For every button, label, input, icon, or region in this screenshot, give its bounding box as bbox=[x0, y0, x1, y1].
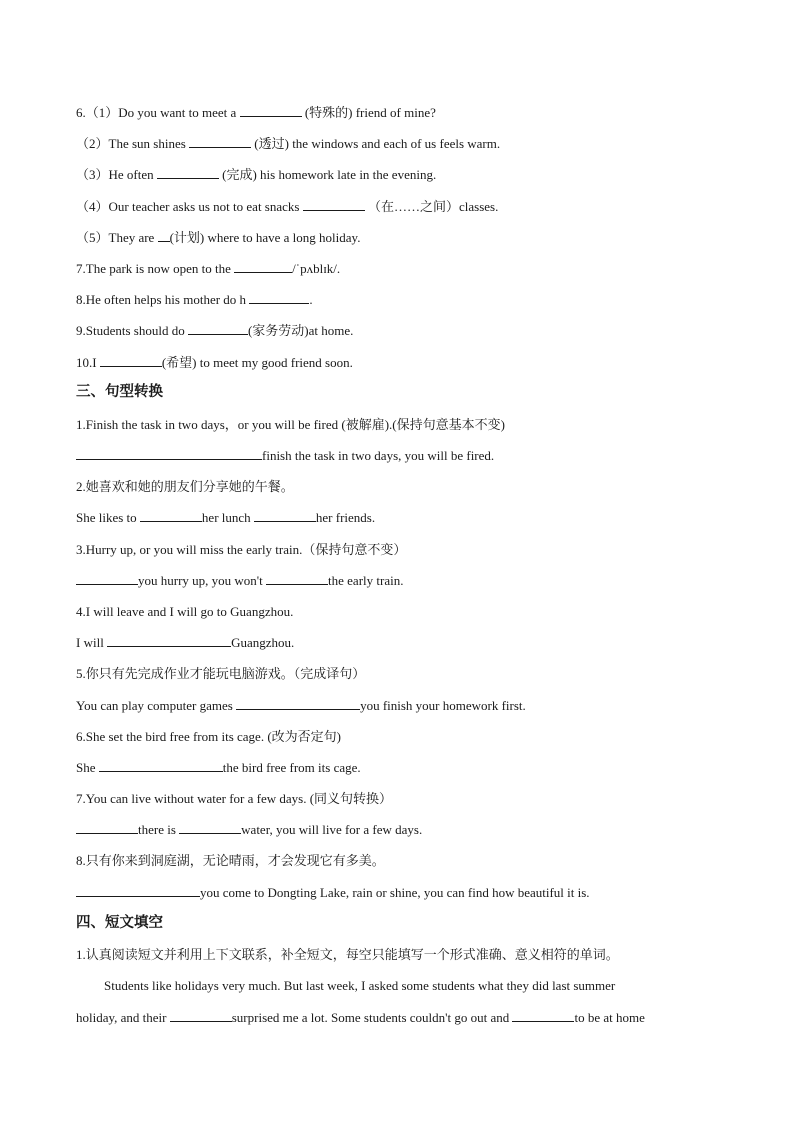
answer-blank[interactable] bbox=[140, 509, 202, 522]
answer-blank[interactable] bbox=[266, 572, 328, 585]
question-3-6-answer bbox=[76, 759, 361, 777]
question-text: (希望) to meet my good friend soon. bbox=[161, 355, 353, 370]
answer-blank[interactable] bbox=[234, 260, 292, 273]
question-text: You can play computer games bbox=[76, 698, 237, 713]
question-3-1-prompt: 1.Finish the task in two days，or you will be fired (被解雇).(保持句意基本不变) bbox=[76, 417, 505, 432]
question-3-2-prompt: 2.她喜欢和她的朋友们分享她的午餐。 bbox=[76, 479, 294, 494]
passage-line: Students like holidays very much. But last week, I asked some students what they did last summer bbox=[104, 978, 616, 993]
question-3-3-answer bbox=[76, 572, 403, 590]
question-text: /ˈpʌblɪk/. bbox=[292, 261, 341, 276]
question-text: 10.I bbox=[76, 355, 100, 370]
question-6-1 bbox=[76, 104, 436, 122]
answer-blank[interactable] bbox=[179, 821, 241, 834]
question-text: Guangzhou. bbox=[231, 635, 295, 650]
question-text: you hurry up, you won't bbox=[138, 573, 267, 588]
answer-blank[interactable] bbox=[76, 572, 138, 585]
question-3-2-answer bbox=[76, 509, 375, 527]
answer-blank[interactable] bbox=[170, 1009, 232, 1022]
question-text: finish the task in two days, you will be fired. bbox=[262, 448, 495, 463]
question-text: （4）Our teacher asks us not to eat snacks bbox=[76, 199, 303, 214]
question-text: the early train. bbox=[328, 573, 404, 588]
question-text: （2）The sun shines bbox=[76, 136, 190, 151]
question-text: the bird free from its cage. bbox=[222, 760, 361, 775]
question-text: 9.Students should do bbox=[76, 323, 188, 338]
answer-blank[interactable] bbox=[249, 291, 309, 304]
answer-blank[interactable] bbox=[240, 104, 302, 117]
question-text: （3）He often bbox=[76, 167, 157, 182]
answer-blank[interactable] bbox=[188, 322, 248, 335]
question-text: She likes to bbox=[76, 510, 140, 525]
question-text: She bbox=[76, 760, 99, 775]
answer-blank[interactable] bbox=[158, 229, 170, 242]
answer-blank[interactable] bbox=[189, 135, 251, 148]
question-text: holiday, and their bbox=[76, 1010, 170, 1025]
question-10 bbox=[76, 354, 353, 372]
answer-blank[interactable] bbox=[107, 634, 231, 647]
answer-blank[interactable] bbox=[236, 697, 360, 710]
answer-blank[interactable] bbox=[76, 884, 200, 897]
question-6-4 bbox=[76, 198, 498, 216]
question-text: her lunch bbox=[201, 510, 254, 525]
question-text: . bbox=[309, 292, 313, 307]
question-3-4-prompt: 4.I will leave and I will go to Guangzhou. bbox=[76, 604, 294, 619]
answer-blank[interactable] bbox=[76, 447, 262, 460]
question-6-5 bbox=[76, 229, 360, 247]
passage-line bbox=[76, 1009, 645, 1027]
question-3-7-prompt: 7.You can live without water for a few days. (同义句转换） bbox=[76, 791, 393, 806]
question-7 bbox=[76, 260, 340, 278]
question-text: （5）They are bbox=[76, 230, 158, 245]
question-text: (透过) the windows and each of us feels warm. bbox=[251, 136, 501, 151]
question-text: （在……之间）classes. bbox=[364, 199, 499, 214]
answer-blank[interactable] bbox=[254, 509, 316, 522]
question-8 bbox=[76, 291, 313, 309]
question-3-3-prompt: 3.Hurry up, or you will miss the early train.（保持句意不变） bbox=[76, 542, 407, 557]
question-3-4-answer bbox=[76, 634, 294, 652]
question-9 bbox=[76, 322, 353, 340]
question-3-8-prompt: 8.只有你来到洞庭湖，无论晴雨，才会发现它有多美。 bbox=[76, 853, 385, 868]
answer-blank[interactable] bbox=[99, 759, 223, 772]
question-text: there is bbox=[138, 822, 180, 837]
answer-blank[interactable] bbox=[512, 1009, 574, 1022]
question-text: you come to Dongting Lake, rain or shine, you can find how beautiful it is. bbox=[200, 885, 590, 900]
question-text: (计划) where to have a long holiday. bbox=[169, 230, 361, 245]
question-text: (特殊的) friend of mine? bbox=[301, 105, 436, 120]
question-6-2 bbox=[76, 135, 500, 153]
question-text: her friends. bbox=[315, 510, 376, 525]
question-text: you finish your homework first. bbox=[360, 698, 526, 713]
question-text: I will bbox=[76, 635, 108, 650]
question-3-1-answer bbox=[76, 447, 494, 465]
question-3-5-answer bbox=[76, 697, 526, 715]
question-text: 6.（1）Do you want to meet a bbox=[76, 105, 240, 120]
question-text: surprised me a lot. Some students couldn't go out and bbox=[231, 1010, 513, 1025]
answer-blank[interactable] bbox=[157, 166, 219, 179]
question-3-5-prompt: 5.你只有先完成作业才能玩电脑游戏。（完成译句） bbox=[76, 666, 366, 681]
answer-blank[interactable] bbox=[100, 354, 162, 367]
question-6-3 bbox=[76, 166, 436, 184]
question-text: to be at home bbox=[574, 1010, 645, 1025]
question-3-6-prompt: 6.She set the bird free from its cage. (改为否定句) bbox=[76, 729, 341, 744]
question-text: 8.He often helps his mother do h bbox=[76, 292, 250, 307]
section-heading: 四、短文填空 bbox=[76, 915, 163, 931]
question-text: (家务劳动)at home. bbox=[247, 323, 354, 338]
answer-blank[interactable] bbox=[303, 198, 365, 211]
question-text: 7.The park is now open to the bbox=[76, 261, 235, 276]
question-3-8-answer bbox=[76, 884, 590, 902]
question-text: water, you will live for a few days. bbox=[241, 822, 423, 837]
section-heading: 三、句型转换 bbox=[76, 384, 163, 400]
question-3-7-answer bbox=[76, 821, 422, 839]
question-text: (完成) his homework late in the evening. bbox=[218, 167, 437, 182]
passage-instruction: 1.认真阅读短文并利用上下文联系，补全短文，每空只能填写一个形式准确、意义相符的单词。 bbox=[76, 947, 619, 962]
answer-blank[interactable] bbox=[76, 821, 138, 834]
